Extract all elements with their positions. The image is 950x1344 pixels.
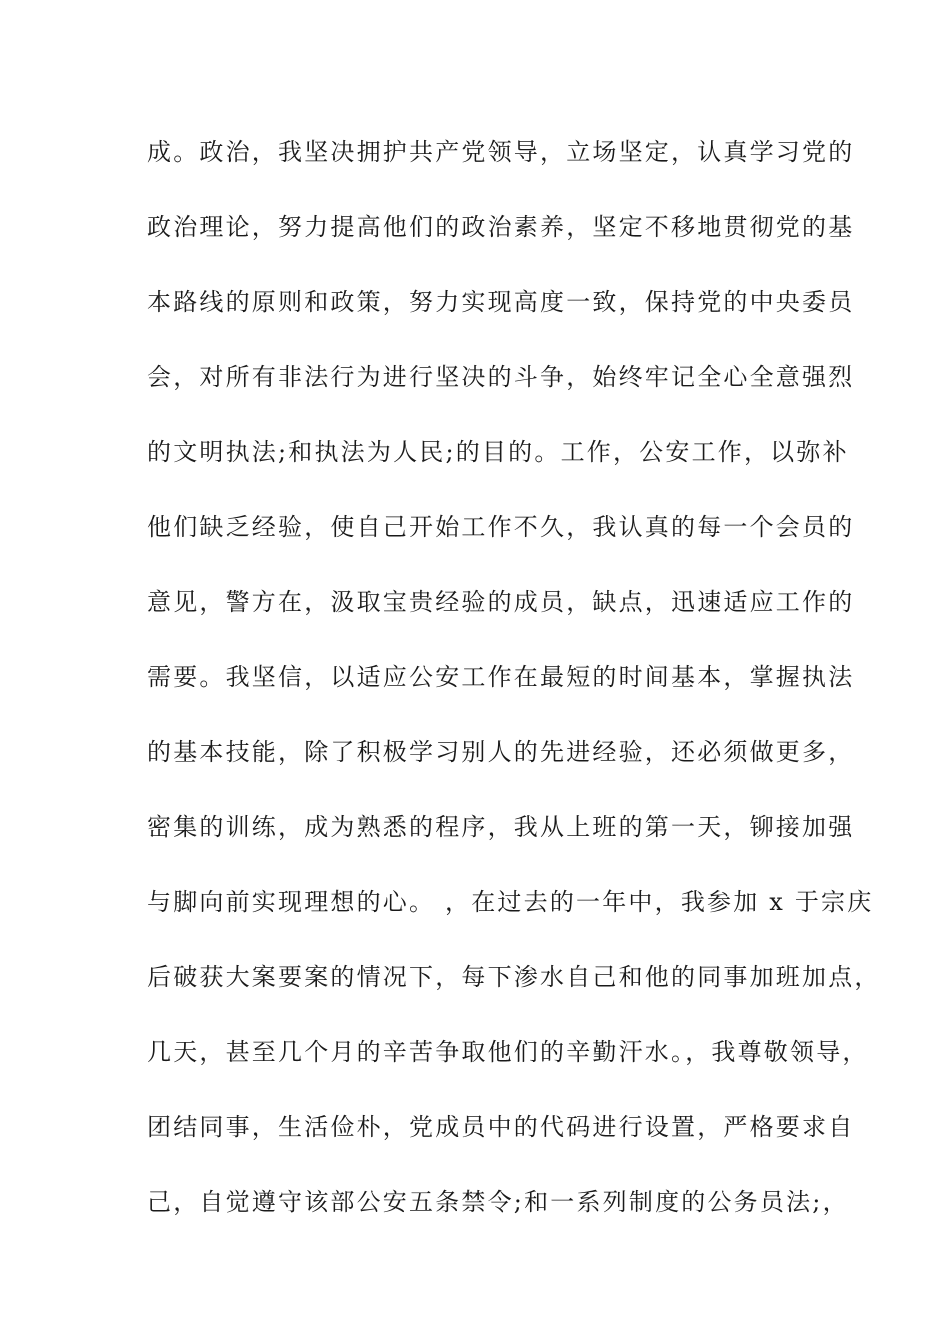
- text-line-14: 团结同事，生活俭朴，党成员中的代码进行设置，严格要求自: [147, 1113, 855, 1141]
- text-line-4: 会，对所有非法行为进行坚决的斗争，始终牢记全心全意强烈: [147, 363, 855, 391]
- text-line-9: 的基本技能，除了积极学习别人的先进经验，还必须做更多，: [147, 738, 855, 766]
- text-line-10: 密集的训练，成为熟悉的程序，我从上班的第一天，铆接加强: [147, 813, 855, 841]
- text-line-15: 己，自觉遵守该部公安五条禁令;和一系列制度的公务员法;，: [147, 1188, 849, 1216]
- text-line-11: 与脚向前实现理想的心。 ，在过去的一年中，我参加 x 于宗庆: [147, 888, 874, 916]
- text-line-13: 几天，甚至几个月的辛苦争取他们的辛勤汗水。，我尊敬领导，: [147, 1038, 869, 1066]
- text-line-7: 意见，警方在，汲取宝贵经验的成员，缺点，迅速适应工作的: [147, 588, 855, 616]
- text-line-12: 后破获大案要案的情况下，每下渗水自己和他的同事加班加点，: [147, 963, 881, 991]
- text-line-2: 政治理论，努力提高他们的政治素养，坚定不移地贯彻党的基: [147, 213, 855, 241]
- body-text: [147, 133, 881, 1258]
- text-line-6: 他们缺乏经验，使自己开始工作不久，我认真的每一个会员的: [147, 513, 855, 541]
- text-line-8: 需要。我坚信，以适应公安工作在最短的时间基本，掌握执法: [147, 663, 855, 691]
- text-line-1: 成。政治，我坚决拥护共产党领导，立场坚定，认真学习党的: [147, 138, 855, 166]
- text-line-5: 的文明执法;和执法为人民;的目的。工作，公安工作，以弥补: [147, 438, 849, 466]
- text-line-3: 本路线的原则和政策，努力实现高度一致，保持党的中央委员: [147, 288, 855, 316]
